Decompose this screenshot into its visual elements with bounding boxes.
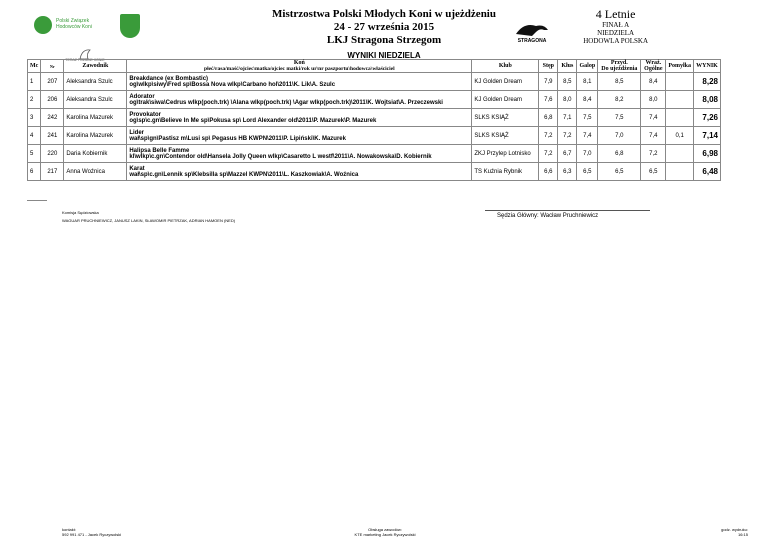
cell-club: SLKS KSIĄŻ [472,127,539,145]
cell-mc: 1 [28,73,41,91]
cell-horse [127,109,472,127]
cell-pomylka [666,73,694,91]
table-row [28,73,721,91]
cell-wraz: 8,4 [641,73,666,91]
footer-contact: kontakt: 592 991 471 - Jacek Ryczywolski [62,527,122,537]
cell-club: KJ Golden Dream [472,73,539,91]
title-line-3: LKJ Stragona Strzegom [326,34,442,46]
cell-galop: 7,0 [577,145,598,163]
head-judge: Sędzia Główny: Wacław Pruchniewicz [497,213,599,219]
col-zawodnik: Zawodnik [64,60,127,73]
cell-przyd: 7,0 [598,127,641,145]
cell-wynik: 8,28 [694,73,721,91]
col-galop: Galop [577,60,598,73]
cell-nr: 217 [41,163,64,181]
cell-nr: 207 [41,73,64,91]
day-label: NIEDZIELA [597,29,635,37]
cell-klus: 7,2 [558,127,577,145]
horse-name: Karat [129,165,145,172]
col-przyd: Przyd. Do ujeżdżenia [598,60,641,73]
cell-horse [127,145,472,163]
cell-wraz: 7,4 [641,109,666,127]
horse-details: og\wlkp\siwy\Fred sp\Bossa Nova wlkp\Carbano hol\2011\K. Lik\A. Szulc [129,81,336,88]
col-wraz: Wraż. Ogólne [641,60,666,73]
signature-line [485,210,650,211]
cell-klus: 7,1 [558,109,577,127]
table-row [28,91,721,109]
cell-club: KJ Golden Dream [472,91,539,109]
col-klub: Klub [472,60,539,73]
cell-horse [127,127,472,145]
cell-club: ZKJ Przylep Lotnisko [472,145,539,163]
cell-pomylka [666,145,694,163]
pzhk-text: Polski Związek Hodowców Koni [56,18,92,30]
cell-nr: 241 [41,127,64,145]
cell-mc: 5 [28,145,41,163]
col-wynik: WYNIK [694,60,721,73]
cell-step: 6,6 [539,163,558,181]
cell-pomylka [666,91,694,109]
cell-nr: 206 [41,91,64,109]
table-row [28,127,721,145]
cell-wraz: 8,0 [641,91,666,109]
horse-details: wał\sp\gn\Pastisz m\Lusi sp\ Pegasus HB KWPN\2011\P. Lipiński\K. Mazurek [129,135,346,142]
cell-rider: Anna Woźnica [64,163,127,181]
cell-club: SLKS KSIĄŻ [472,109,539,127]
horse-name: Breakdance (ex Bombastic) [129,75,209,82]
horse-name: Provokator [129,111,162,118]
cell-galop: 8,4 [577,91,598,109]
cell-galop: 8,1 [577,73,598,91]
cell-step: 7,6 [539,91,558,109]
cell-pomylka [666,163,694,181]
horse-details: og\sp\c.gn\Believe In Me sp\Pokusa sp\ Lord Alexander old\2011\P. Mazurek\P. Mazurek [129,117,377,124]
horse-name: Lider [129,129,144,136]
bottom-logo-text: TERAZ POLSKIE KONIE [65,58,105,62]
cell-wynik: 7,26 [694,109,721,127]
table-row [28,163,721,181]
cell-pomylka: 0,1 [666,127,694,145]
col-klus: Kłus [558,60,577,73]
cell-wraz: 6,5 [641,163,666,181]
cell-galop: 6,5 [577,163,598,181]
cell-galop: 7,5 [577,109,598,127]
cell-mc: 4 [28,127,41,145]
commission-label: Komisja Sędziowska [62,210,99,215]
cell-przyd: 6,8 [598,145,641,163]
col-mc: Mc [28,60,41,73]
shield-icon [120,14,140,38]
col-kon: Koń [127,60,472,67]
cell-nr: 220 [41,145,64,163]
cell-przyd: 8,5 [598,73,641,91]
horse-details: og\trak\siwa\Cedrus wlkp(poch.trk) \Alana wlkp(poch.trk) \Agar wlkp(poch.trk)\2011\K. Wojtsiat\A. Przeczewski [129,99,443,106]
cell-rider: Aleksandra Szulc [64,91,127,109]
cell-horse [127,163,472,181]
cell-rider: Karolina Mazurek [64,109,127,127]
footer-print-time: godz. wydruku: 16:15 [721,527,748,537]
cell-step: 7,9 [539,73,558,91]
cell-klus: 6,3 [558,163,577,181]
horse-jump-icon [510,20,554,38]
horse-name: Halipsa Belle Famme [129,147,190,154]
cell-klus: 6,7 [558,145,577,163]
cell-rider: Daria Kobiernik [64,145,127,163]
cell-wraz: 7,4 [641,127,666,145]
col-step: Stęp [539,60,558,73]
table-row [28,145,721,163]
cell-pomylka [666,109,694,127]
stragona-logo [510,20,554,44]
col-pomylka: Pomyłka [666,60,694,73]
cell-wynik: 6,98 [694,145,721,163]
col-kon-sub: płeć/rasa/maść/ojciec\matka/ojciec matki/rok ur\nr paszportu\hodowca\właściciel [127,66,472,73]
cell-przyd: 8,2 [598,91,641,109]
cell-rider: Aleksandra Szulc [64,73,127,91]
final-label: FINAŁ A [602,21,630,29]
pzhk-logo [34,14,124,44]
col-nr: Nr [41,60,64,73]
cell-mc: 2 [28,91,41,109]
cell-klus: 8,0 [558,91,577,109]
cell-nr: 242 [41,109,64,127]
divider [27,200,47,201]
cell-horse [127,73,472,91]
cell-klus: 8,5 [558,73,577,91]
cell-club: TS Kuźnia Rybnik [472,163,539,181]
cell-przyd: 7,5 [598,109,641,127]
breeding-label: HODOWLA POLSKA [583,37,648,45]
cell-mc: 6 [28,163,41,181]
cell-rider: Karolina Mazurek [64,127,127,145]
cell-wynik: 7,14 [694,127,721,145]
cell-wraz: 7,2 [641,145,666,163]
horse-name: Adorator [129,93,155,100]
horse-details: wał\sp\c.gn\Lennik sp\Klebsilla sp\Mazzel KWPN\2011\L. Kaszkowiak\A. Woźnica [129,171,359,178]
footer-service: Obsługa zawodów: KTE marketing Jacek Ryczywolski [354,527,416,537]
cell-step: 7,2 [539,145,558,163]
table-row [28,109,721,127]
pzhk-emblem-icon [34,16,52,34]
cell-step: 6,8 [539,109,558,127]
title-line-1: Mistrzostwa Polski Młodych Koni w ujeżdżeniu [272,8,496,20]
cell-mc: 3 [28,109,41,127]
stragona-text: STRAGONA [517,38,547,44]
horse-details: kl\wlkp\c.gn\Contendor old\Hansela Jolly Queen wlkp\Casaretto L westf\2011\A. Nowakowska\D. Kobiernik [129,153,432,160]
results-table [27,59,721,181]
cell-galop: 7,4 [577,127,598,145]
cell-horse [127,91,472,109]
title-line-2: 24 - 27 września 2015 [333,21,435,33]
age-category: 4 Letnie [595,7,636,21]
cell-przyd: 6,5 [598,163,641,181]
commission-members: WAGUAR PRUCHNIEWICZ, JANUSZ LAKIN, SŁAWOMIR PIETRZAK, ADRIAN HAMOEN (NED) [62,218,236,223]
cell-step: 7,2 [539,127,558,145]
cell-wynik: 6,48 [694,163,721,181]
final-info [583,8,648,45]
section-title: WYNIKI NIEDZIELA [347,51,421,60]
cell-wynik: 8,08 [694,91,721,109]
